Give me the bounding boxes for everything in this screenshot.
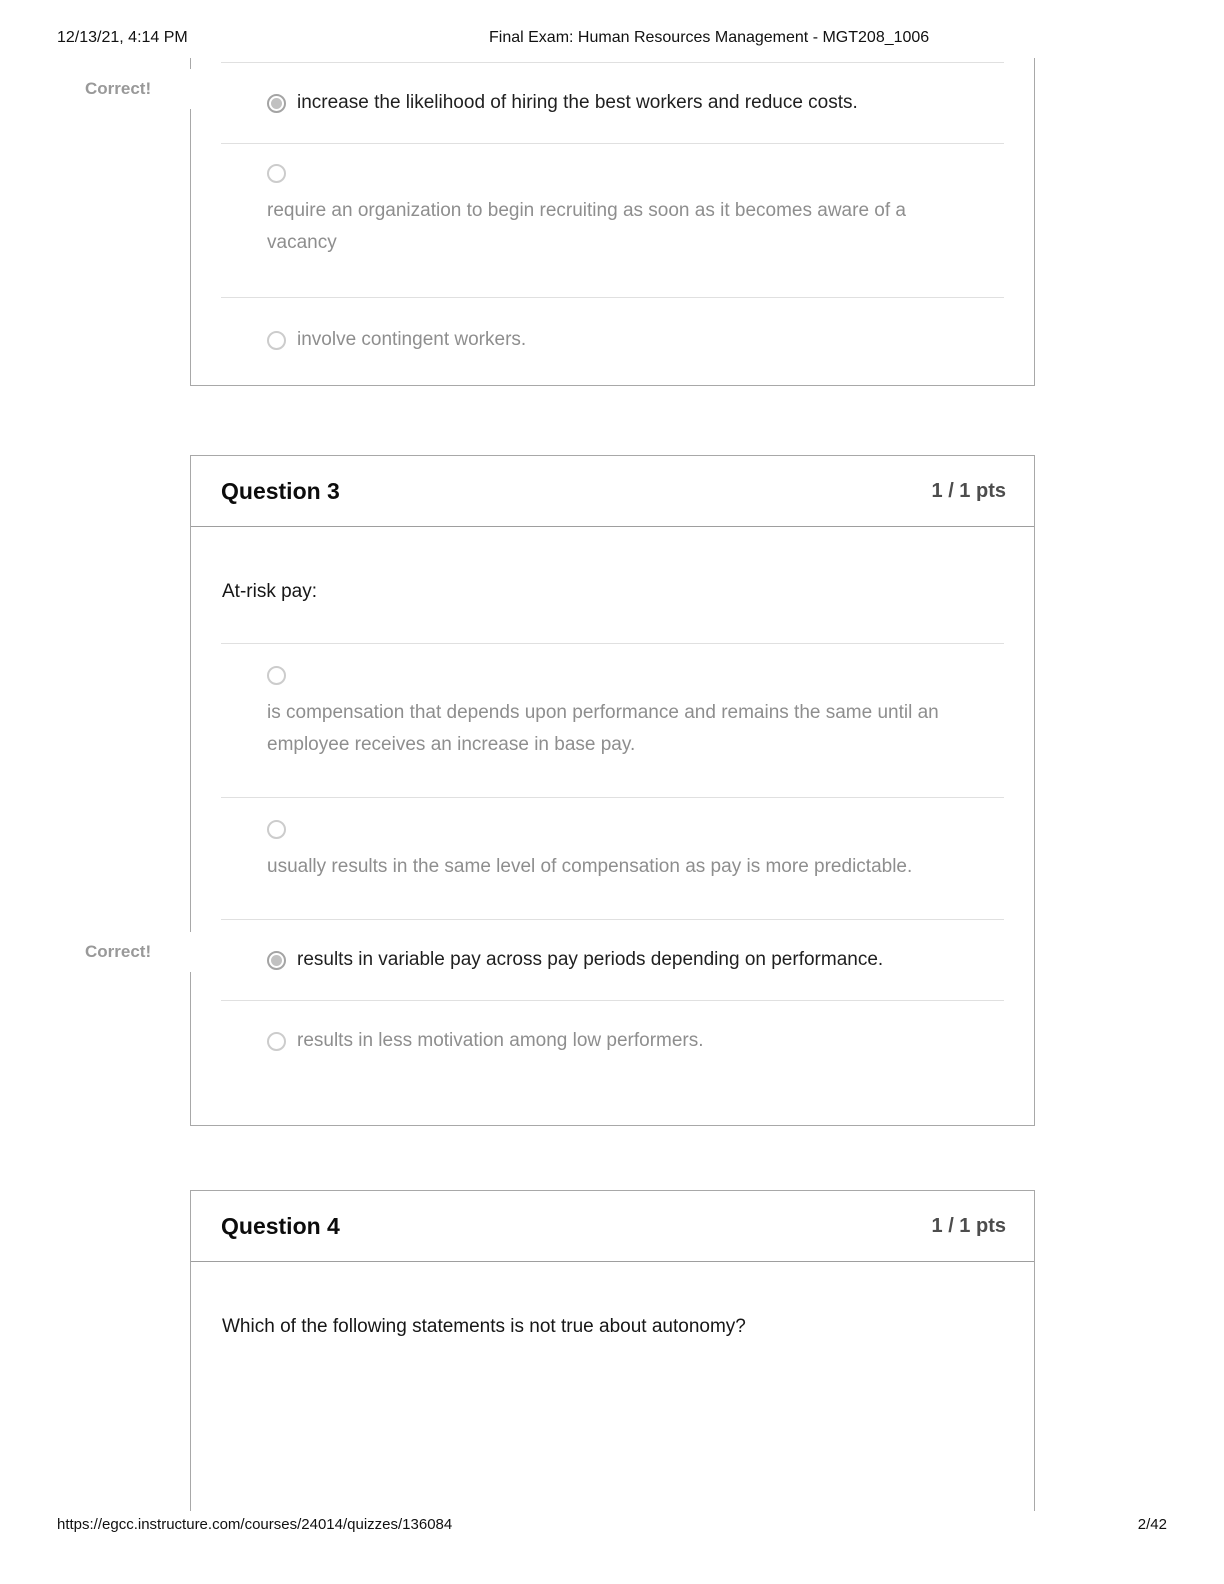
print-footer-url: https://egcc.instructure.com/courses/24014/quizzes/136084 [57, 1516, 453, 1533]
radio-selected-icon[interactable] [267, 951, 286, 970]
correct-badge: Correct! [71, 932, 205, 972]
answer-row [221, 643, 1004, 797]
print-page-title: Final Exam: Human Resources Management - MGT208_1006 [489, 29, 930, 46]
radio-icon[interactable] [267, 164, 286, 183]
question-header [191, 1191, 1034, 1262]
question-points: 1 / 1 pts [931, 1214, 1006, 1237]
answer-text: usually results in the same level of compensation as pay is more predictable. [267, 856, 913, 877]
question-card-4 [190, 1190, 1035, 1511]
answer-text: require an organization to begin recruiting as soon as it becomes aware of a vacancy [267, 200, 906, 253]
radio-icon[interactable] [267, 820, 286, 839]
question-card-3 [85, 455, 1035, 1126]
answer-text: is compensation that depends upon performance and remains the same until an employee receives an increase in base pay. [267, 702, 939, 755]
question-card-partial [85, 58, 1035, 386]
radio-selected-icon[interactable] [267, 94, 286, 113]
radio-icon[interactable] [267, 666, 286, 685]
answer-row [221, 143, 1004, 297]
question-prompt: Which of the following statements is not true about autonomy? [222, 1316, 746, 1337]
question-header [191, 456, 1034, 527]
correct-badge: Correct! [71, 69, 205, 109]
print-datetime: 12/13/21, 4:14 PM [57, 29, 188, 46]
question-title: Question 4 [221, 1212, 340, 1239]
question-title: Question 3 [221, 477, 340, 504]
answer-text: increase the likelihood of hiring the best workers and reduce costs. [297, 92, 858, 113]
answer-text: involve contingent workers. [297, 329, 527, 350]
print-footer-page-number: 2/42 [1137, 1516, 1167, 1533]
answer-row [221, 1000, 1004, 1103]
question-points: 1 / 1 pts [931, 479, 1006, 502]
answer-row [221, 797, 1004, 919]
radio-icon[interactable] [267, 331, 286, 350]
answer-text: results in variable pay across pay periods depending on performance. [297, 949, 884, 970]
answer-row [85, 919, 1004, 1000]
radio-icon[interactable] [267, 1032, 286, 1051]
answer-text: results in less motivation among low performers. [297, 1030, 704, 1051]
question-prompt: At-risk pay: [222, 581, 318, 602]
answer-row [221, 297, 1004, 403]
answer-row [85, 62, 1004, 143]
